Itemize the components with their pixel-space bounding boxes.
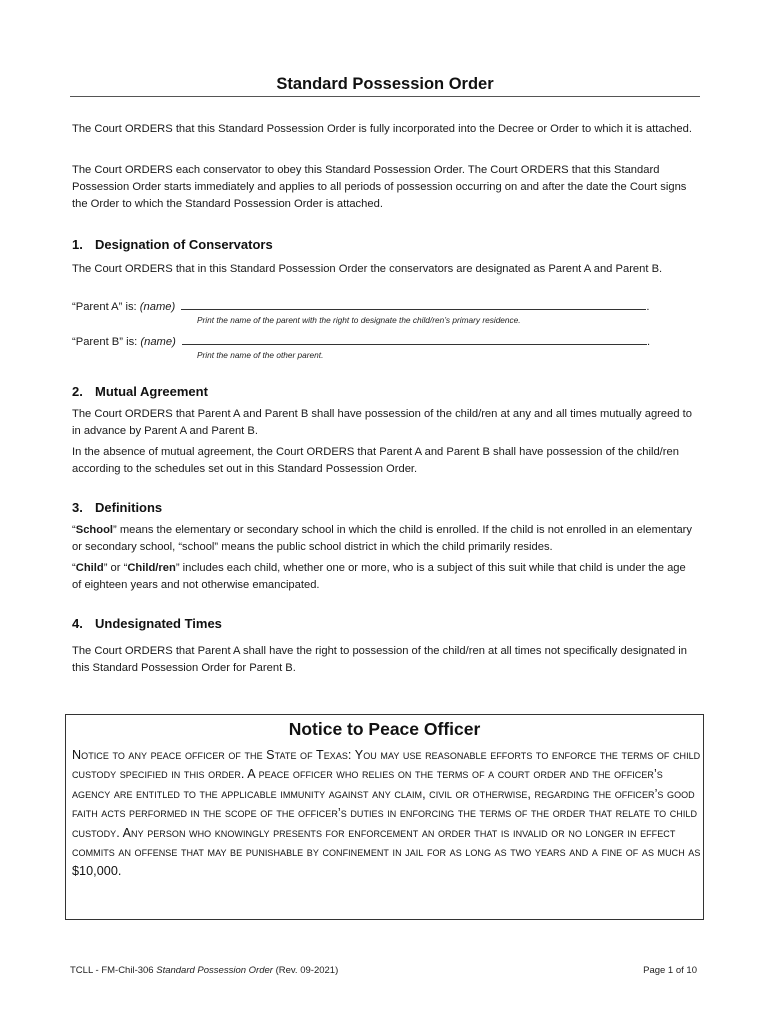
section-4-title: Undesignated Times bbox=[95, 616, 222, 631]
parent-a-label: “Parent A” is: bbox=[72, 301, 137, 313]
parent-a-field-label: (name) bbox=[139, 301, 176, 313]
section-4-text: The Court ORDERS that Parent A shall have the right to possession of the child/ren at all times not specifically designated in this Standard Possession Order for Parent B. bbox=[72, 645, 688, 674]
child-term: Child bbox=[75, 562, 104, 574]
section-2-heading bbox=[72, 384, 208, 399]
footer-page-number: Page 1 of 10 bbox=[643, 965, 697, 976]
child-open-quote: “ bbox=[72, 562, 76, 574]
parent-a-name-input[interactable] bbox=[181, 297, 646, 310]
footer-revision: (Rev. 09-2021) bbox=[272, 965, 339, 976]
definition-school bbox=[72, 522, 692, 556]
child-mid-quote: ” or “ bbox=[103, 562, 128, 574]
children-term: Child/ren bbox=[127, 562, 176, 574]
parent-a-hint: Print the name of the parent with the right to designate the child/ren’s primary residence. bbox=[197, 315, 521, 325]
school-definition: ” means the elementary or secondary school in which the child is enrolled. If the child is not enrolled in an elementary or secondary school, “school” means the public school district in which the child primarily resides. bbox=[72, 524, 692, 553]
notice-title: Notice to Peace Officer bbox=[288, 719, 481, 739]
parent-b-hint: Print the name of the other parent. bbox=[197, 350, 324, 360]
section-2-paragraph-1: The Court ORDERS that Parent A and Parent B shall have possession of the child/ren at any and all times mutually agreed to in advance by Parent A and Parent B. bbox=[72, 408, 693, 437]
section-3-title: Definitions bbox=[95, 500, 163, 515]
section-1-heading bbox=[72, 237, 273, 252]
title-underline bbox=[70, 96, 700, 97]
school-open-quote: “ bbox=[72, 524, 76, 536]
section-2-number: 2. bbox=[72, 384, 83, 399]
section-4-number: 4. bbox=[72, 616, 83, 631]
intro-paragraph-1: The Court ORDERS that this Standard Possession Order is fully incorporated into the Decree or Order to which it is attached. bbox=[72, 123, 692, 135]
parent-b-field-label: (name) bbox=[140, 336, 176, 348]
parent-a-row bbox=[72, 297, 672, 316]
section-2-title: Mutual Agreement bbox=[95, 384, 208, 399]
notice-body: Notice to any peace officer of the State of Texas: You may use reasonable efforts to enforce the terms of child custody specified in this order. A peace officer who relies on the terms of a court order and the officer’s agency are entitled to the applicable immunity against any claim, civil or otherwise, regarding the officer’s good faith acts performed in the scope of the officer’s duties in enforcing the terms of the order that relate to child custody. Any person who knowingly presents for enforcement an order that is invalid or no longer in effect commits an offense that may be punishable by confinement in jail for as long as two years and a fine of as much as $10,000. bbox=[72, 748, 701, 879]
document-title: Standard Possession Order bbox=[276, 75, 494, 93]
footer-form-title: Standard Possession Order bbox=[156, 965, 273, 976]
section-1-title: Designation of Conservators bbox=[95, 237, 273, 252]
school-term: School bbox=[75, 524, 114, 536]
parent-b-end: . bbox=[646, 336, 651, 348]
parent-b-row bbox=[72, 332, 672, 351]
section-1-number: 1. bbox=[72, 237, 83, 252]
section-3-heading bbox=[72, 500, 162, 515]
section-2-paragraph-2: In the absence of mutual agreement, the Court ORDERS that Parent A and Parent B shall have possession of the child/ren according to the schedules set out in this Standard Possession Order. bbox=[72, 446, 679, 475]
footer-form-id: TCLL - FM-Chil-306 bbox=[70, 965, 157, 976]
notice-box bbox=[65, 714, 704, 920]
section-1-text: The Court ORDERS that in this Standard Possession Order the conservators are designated as Parent A and Parent B. bbox=[72, 263, 663, 275]
section-3-number: 3. bbox=[72, 500, 83, 515]
parent-a-end: . bbox=[646, 301, 650, 313]
parent-b-name-input[interactable] bbox=[182, 332, 647, 345]
footer-form-info bbox=[70, 965, 338, 976]
parent-b-label: “Parent B” is: bbox=[72, 336, 138, 348]
intro-paragraph-2: The Court ORDERS each conservator to obey this Standard Possession Order. The Court ORDERS that this Standard Possession Order starts immediately and applies to all periods of possession occurring on and after the date the Court signs the Order to which the Standard Possession Order is attached. bbox=[72, 164, 687, 210]
child-definition: ” includes each child, whether one or more, who is a subject of this suit while that child is under the age of eighteen years and not otherwise emancipated. bbox=[72, 562, 686, 591]
section-4-heading bbox=[72, 616, 222, 631]
definition-child bbox=[72, 560, 692, 594]
